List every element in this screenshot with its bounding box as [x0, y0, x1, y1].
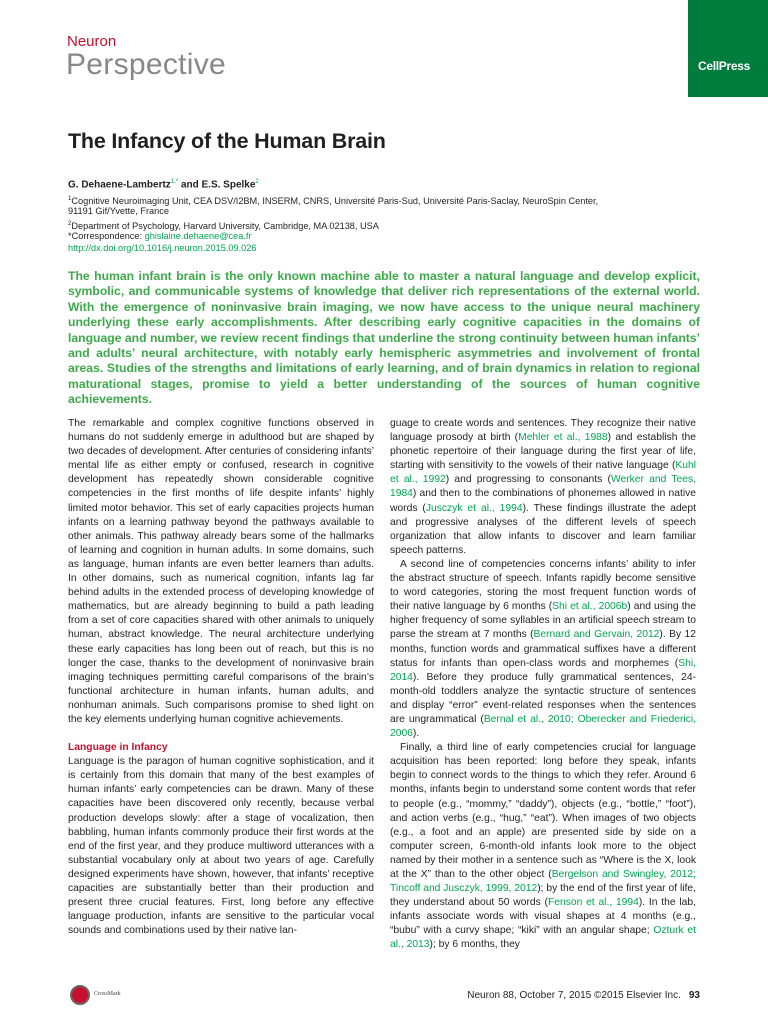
citation-link[interactable]: Jusczyk et al., 1994	[425, 502, 523, 514]
journal-name: Neuron	[67, 33, 117, 50]
cellpress-logo	[688, 0, 768, 97]
page-footer	[467, 990, 700, 1001]
publisher-name: CellPress	[698, 59, 751, 73]
citation-link[interactable]: Mehler et al., 1988	[518, 432, 608, 444]
author-line	[68, 179, 259, 190]
author-2-affil: 2	[255, 179, 259, 185]
email-link[interactable]: ghislaine.dehaene@cea.fr	[144, 231, 252, 241]
citation-link[interactable]: Bernal et al., 2010; Oberecker and Friederici, 2006	[390, 713, 696, 740]
footer-citation: Neuron 88, October 7, 2015 ©2015 Elsevier Inc.	[467, 990, 681, 1001]
crossmark-label: CrossMark	[94, 991, 121, 997]
section-label: Perspective	[66, 48, 227, 81]
affiliation-2: $^2$Department of Psychology, Harvard University, Cambridge, MA 02138, USA	[68, 221, 379, 232]
doi-link[interactable]: http://dx.doi.org/10.1016/j.neuron.2015.09.026	[68, 243, 257, 253]
citation-link[interactable]: Ozturk et al., 2013	[390, 925, 696, 951]
author-and: and	[180, 179, 199, 191]
citation-link[interactable]: Kuhl et al., 1992	[390, 460, 696, 486]
author-2: E.S. Spelke	[201, 179, 256, 191]
body-column-left	[68, 417, 374, 938]
citation-link[interactable]: Bernard and Gervain, 2012	[533, 629, 660, 641]
citation-link[interactable]: Shi, 2014	[390, 657, 696, 683]
citation-link[interactable]: Werker and Tees, 1984	[390, 474, 697, 500]
correspondence: *Correspondence: ghislaine.dehaene@cea.fr	[68, 231, 252, 241]
citation-link[interactable]: Fenson et al., 1994	[547, 897, 639, 909]
affiliation-1: $^1$Cognitive Neuroimaging Unit, CEA DSV/I2BM, INSERM, CNRS, Université Paris-Sud, Université Paris-Saclay, NeuroSpin Center,	[68, 196, 599, 207]
crossmark-icon	[70, 985, 90, 1005]
citation-link[interactable]: Bergelson and Swingley, 2012; Tincoff and Jusczyk, 1999, 2012	[390, 869, 696, 895]
body-column-right	[390, 417, 696, 953]
paragraph-prosody: guage to create words and sentences. They recognize their native language prosody at birth (Mehler et al., 1988) and establish the phonetic repertoire of their language during the first year of life, starting with sensitivity to the vowels of their native language (Kuhl et al., 1992) and progressing to consonants (Werker and Tees, 1984) and then to the combinations of phonemes allowed in native words (Jusczyk et al., 1994). These findings illustrate the adept and progressive analyses of the different levels of speech organization that allow infants to discover and learn familiar speech patterns.	[390, 418, 697, 556]
author-1: G. Dehaene-Lambertz	[68, 179, 171, 191]
paragraph-words: Finally, a third line of early competencies crucial for language acquisition has been reported: long before they speak, infants begin to connect words to the things to which they refer. Around 6 months, infants begin to understand some content words that refer to people (e.g., “mommy,” “daddy”), objects (e.g., “bottle,” “foot”), and action verbs (e.g., “hug,” “eat”). When images of two objects (e.g., a foot and an apple) are presented side by side on a computer screen, 6-month-old infants look more to the object named by their mother in a sentence such as “Where is the X, look at the X” than to the other object (Bergelson and Swingley, 2012; Tincoff and Jusczyk, 1999, 2012); by the end of the first year of life, they understand about 50 words (Fenson et al., 1994). In the lab, infants associate words with visual shapes at 4 months (e.g., “bubu” with a curvy shape; “kiki” with an angular shape; Ozturk et al., 2013); by 6 months, they	[390, 742, 696, 951]
author-1-affil: 1,*	[170, 179, 179, 185]
section-heading: Language in Infancy	[68, 742, 168, 754]
article-title: The Infancy of the Human Brain	[68, 129, 386, 153]
paragraph-structure: A second line of competencies concerns infants’ ability to infer the abstract structure of speech. Infants rapidly become sensitive to word categories, storing the most frequent function words of their native language by 6 months (Shi et al., 2006b) and using the higher frequency of some syllables in an artificial speech stream to parse the stream at 7 months (Bernard and Gervain, 2012). By 12 months, function words and grammatical suffixes have a different status for infants than open-class words and morphemes (Shi, 2014). Before they produce fully grammatical sentences, 24-month-old toddlers analyze the syntactic structure of sentences and display “error” event-related responses when the sentences are ungrammatical (Bernal et al., 2010; Oberecker and Friederici, 2006).	[390, 558, 697, 740]
citation-link[interactable]: Shi et al., 2006b	[552, 601, 628, 613]
intro-paragraph: The remarkable and complex cognitive functions observed in humans do not suddenly emerge in adulthood but are shaped by two decades of development. After centuries of considering infants’ mental life as either empty or confused, research in cognitive development has repeatedly shown considerable cognitive competencies in the first months of life despite infants’ highly limited motor behavior. This set of early capacities projects human infants on a learning pathway beyond the pathways available to other animals. This pathway already bears some of the hallmarks of learning and cognition in human adults. In some domains, such as language, human infants are even better learners than adults. In other domains, such as numerical cognition, infants lag far behind adults in the extended process of developing knowledge of mathematics, but are already beginning to build a path leading from a set of core capacities shared with other animals to uniquely human, abstract knowledge. The neural architecture underlying these early capacities has long been out of reach, but this is no longer the case, thanks to the development of noninvasive brain imaging techniques permitting careful comparisons of the brain’s functional architecture in human infants, human adults, and nonhuman animals. Such comparisons promise to shed light on the key elements underlying human cognitive achievements.	[68, 418, 374, 725]
affiliation-1-cont: 91191 Gif/Yvette, France	[68, 206, 169, 216]
page-number: 93	[688, 990, 700, 1001]
abstract: The human infant brain is the only known machine able to master a natural language and develop explicit, symbolic, and communicable systems of knowledge that deliver rich representations of the external world. With the emergence of noninvasive brain imaging, we now have access to the unique neural machinery underlying these early accomplishments. After describing early cognitive capacities in the domains of language and number, we review recent findings that underline the strong continuity between human infants’ and adults’ neural architecture, with notably early hemispheric asymmetries and involvement of frontal areas. Studies of the strengths and limitations of early learning, and of brain dynamics in relation to regional maturational stages, promise to yield a better understanding of the sources of human cognitive achievements.	[68, 269, 700, 407]
language-paragraph: Language is the paragon of human cognitive sophistication, and it is certainly from this domain that many of the best examples of human infants’ early competencies can be drawn. Many of these capacities have been discovered only recently, because verbal production develops slowly: after a stage of vocalization, then babbling, human infants commonly produce their first words at the end of the first year, and they produce multiword utterances with a substantial vocabulary only at about two years of age. Carefully designed experiments have shown, however, that infants’ receptive capacities are substantially better than their production and present three crucial features. First, long before any effective language production, infants are sensitive to the particular vocal sounds and combinations used by their native lan-	[68, 756, 374, 937]
